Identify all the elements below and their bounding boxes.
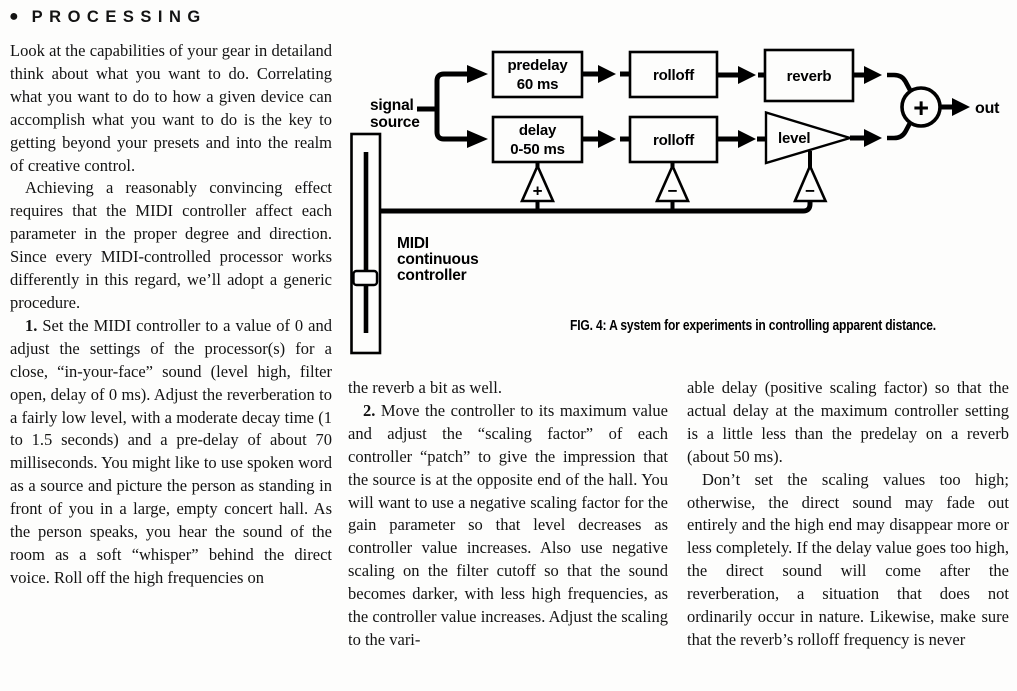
delay-label: delay [518,122,557,139]
rolloff-bottom-label: rolloff [652,132,695,149]
modulator-delay [522,161,553,212]
out-label: out [975,100,1000,117]
midi-fader [352,134,381,353]
modulator-delay-sign: + [532,181,543,201]
signal-source-label-line2: source [370,114,420,131]
rolloff-top-label: rolloff [652,67,695,84]
step-number: 2. [363,400,381,420]
paragraph: Look at the capabilities of your gear in detailand think about what you want to do. Correlating what you want to do to how a given device can accomplish what you want to do is the key to getting beyond your presets and into the realm of creative control. [10,41,332,175]
midi-label-line1: MIDI [397,235,429,252]
modulator-rolloff-sign: − [667,181,678,201]
predelay-value: 60 ms [516,76,559,93]
paragraph: Achieving a reasonably convincing effect requires that the MIDI controller affect each parameter in the proper degree and direction. Since every MIDI-controlled processor works differently in this regard, we’ll adopt a generic procedure. [10,178,332,312]
level-label: level [778,130,811,147]
controller-bus-line [380,200,810,211]
delay-value: 0-50 ms [510,141,565,158]
paragraph: Don’t set the scaling values too high; otherwise, the direct sound may fade out entirely and the high end may disappear more or less completely. If the delay value goes too high, the direct sound will come after the reverberation, a situation that does not ordinarily occur in nature. Likewise, make sure that the reverb’s rolloff frequency is never [687,469,1009,649]
bullet-icon: ● [9,8,19,26]
output-arrow [940,98,970,116]
sum-plus-sign: + [913,93,929,123]
step-number: 1. [25,315,43,335]
block-rolloff-top [630,52,717,97]
paragraph: able delay (positive scaling factor) so that the actual delay at the maximum controller setting is a little less than the predelay on a reverb (about 50 ms). [687,378,1009,466]
block-rolloff-bottom [630,117,717,162]
signal-source-branch [417,65,488,148]
paragraph: 2. Move the controller to its maximum value and adjust the “scaling factor” of each controller “patch” to give the impression that the source is at the opposite end of the hall. You will want to use a negative scaling factor for the gain parameter so that level decreases as controller value increases. Also use negative scaling on the filter cutoff so that the sound becomes darker, with less high frequencies, as the controller value increases. Adjust the scaling to the vari- [348,400,669,649]
figure-caption: FIG. 4: A system for experiments in controlling apparent distance. [570,318,937,334]
modulator-level [795,151,826,201]
block-reverb [765,50,853,101]
arrowhead-to-delay [467,130,488,148]
section-title: PROCESSING [31,8,207,26]
block-delay [493,117,582,162]
block-predelay [493,52,582,97]
midi-label-line3: controller [397,267,467,284]
summing-node [902,88,940,126]
paragraph: the reverb a bit as well. [348,378,502,397]
modulator-level-sign: − [805,181,815,201]
arrowhead-to-predelay [467,65,488,83]
modulator-rolloff [657,161,688,212]
reverb-label: reverb [786,68,832,85]
fader-handle [354,271,378,285]
predelay-label: predelay [507,57,568,74]
signal-source-label-line1: signal [370,97,414,114]
midi-label-line2: continuous [397,251,479,268]
paragraph: 1. Set the MIDI controller to a value of 0 and adjust the settings of the processor(s) for a close, “in-your-face” sound (level high, filter open, delay of 0 ms). Adjust the reverberation to a fairly low level, with a moderate decay time (1 to 1.5 seconds) and a pre-delay of about 70 milliseconds. You might like to use spoken word as a source and picture the person as standing in front of you in a large, empty concert hall. As the person speaks, you hear the sound of the room as a soft “whisper” behind the direct voice. Roll off the high frequencies on [10,315,332,587]
